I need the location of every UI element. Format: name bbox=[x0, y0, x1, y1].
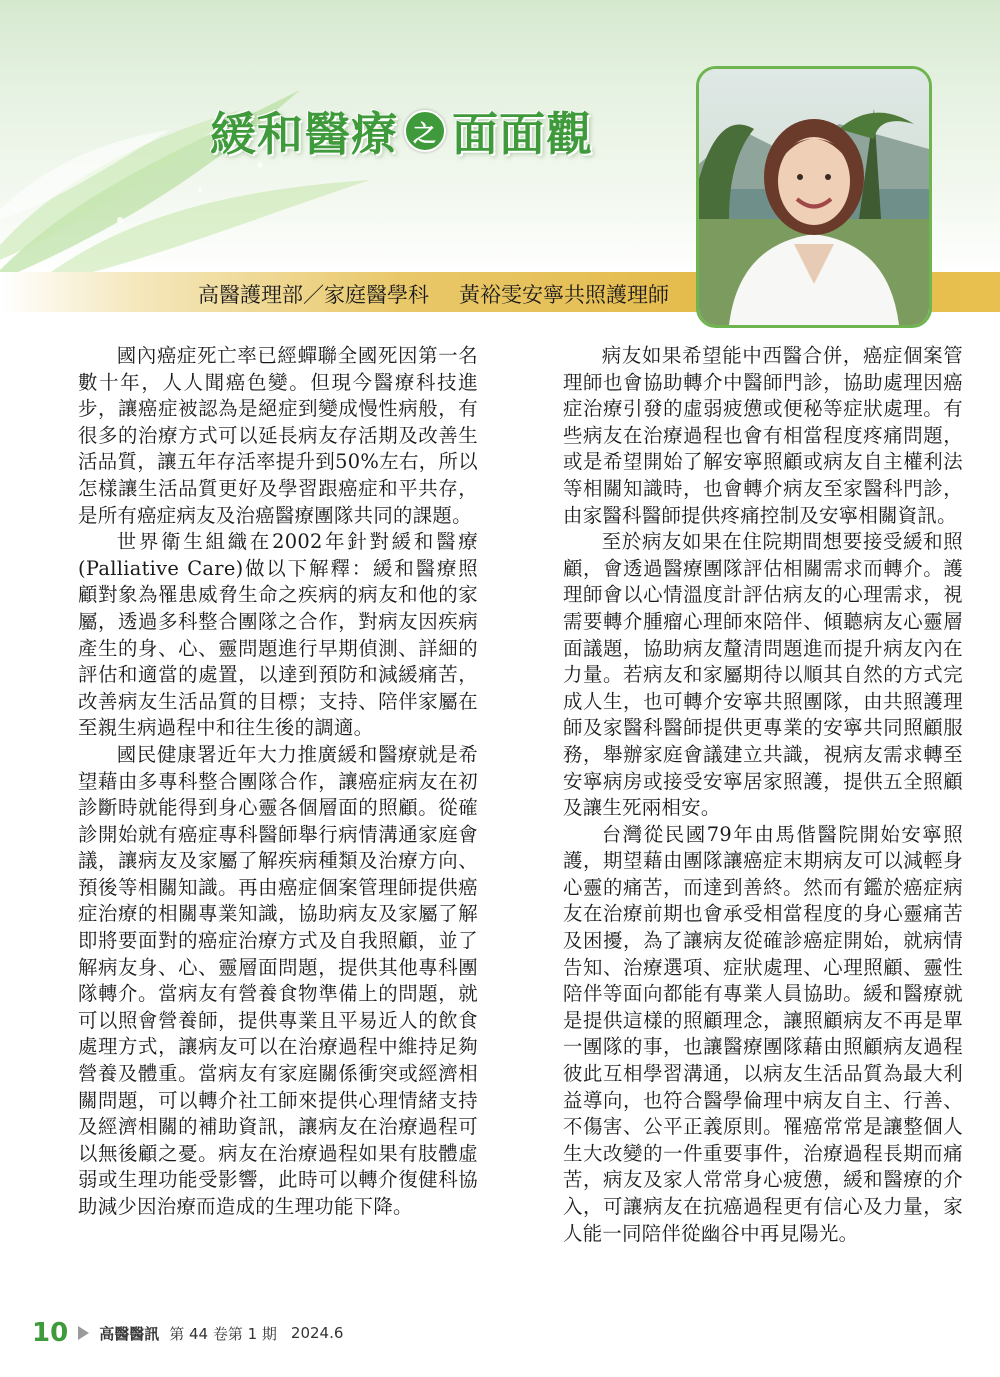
paragraph: 病友如果希望能中西醫合併，癌症個案管理師也會協助轉介中醫師門診，協助處理因癌症治療引發的虛弱疲憊或便秘等症狀處理。有些病友在治療過程也會有相當程度疼痛問題，或是希望開始了解安寧照顧或病友自主權利法等相關知識時，也會轉介病友至家醫科門診，由家醫科醫師提供疼痛控制及安寧相關資訊。 bbox=[563, 344, 963, 527]
page-number: 10 bbox=[32, 1318, 69, 1348]
journal-issue: 第 44 卷第 1 期 bbox=[169, 1324, 277, 1343]
article-title bbox=[210, 98, 593, 164]
byline bbox=[198, 279, 669, 309]
journal-name: 高醫醫訊 bbox=[99, 1324, 160, 1343]
right-column bbox=[563, 343, 963, 1247]
paragraph: 至於病友如果在住院期間想要接受緩和照顧，會透過醫療團隊評估相關需求而轉介。護理師會以心情溫度計評估病友的心理需求，視需要轉介腫瘤心理師來陪伴、傾聽病友心靈層面議題，協助病友釐清問題進而提升病友內在力量。若病友和家屬期待以順其自然的方式完成人生，也可轉介安寧共照團隊，由共照護理師及家醫科醫師提供更專業的安寧共同照顧服務，舉辦家庭會議建立共識，視病友需求轉至安寧病房或接受安寧居家照護，提供五全照顧及讓生死兩相安。 bbox=[563, 530, 963, 820]
title-connector-badge: 之 bbox=[404, 110, 446, 152]
page-footer bbox=[32, 1318, 343, 1348]
paragraph: 國民健康署近年大力推廣緩和醫療就是希望藉由多專科整合團隊合作，讓癌症病友在初診斷時就能得到身心靈各個層面的照顧。從確診開始就有癌症專科醫師舉行病情溝通家庭會議，讓病友及家屬了解疾病種類及治療方向、預後等相關知識。再由癌症個案管理師提供癌症治療的相關專業知識，協助病友及家屬了解即將要面對的癌症治療方式及自我照顧，並了解病友身、心、靈層面問題，提供其他專科團隊轉介。當病友有營養食物準備上的問題，就可以照會營養師，提供專業且平易近人的飲食處理方式，讓病友可以在治療過程中維持足夠營養及體重。當病友有家庭關係衝突或經濟相關問題，可以轉介社工師來提供心理情緒支持及經濟相關的補助資訊，讓病友在治療過程可以無後顧之憂。病友在治療過程如果有肢體虛弱或生理功能受影響，此時可以轉介復健科協助減少因治療而造成的生理功能下降。 bbox=[78, 742, 478, 1218]
journal-date: 2024.6 bbox=[290, 1324, 344, 1342]
author-department: 高醫護理部／家庭醫學科 bbox=[198, 283, 429, 307]
paragraph: 世界衛生組織在2002年針對緩和醫療(Palliative Care)做以下解釋：緩和醫療照顧對象為罹患威脅生命之疾病的病友和他的家屬，透過多科整合團隊之合作，對病友因疾病產生的身、心、靈問題進行早期偵測、詳細的評估和適當的處置，以達到預防和減緩痛苦，改善病友生活品質的目標；支持、陪伴家屬在至親生病過程中和往生後的調適。 bbox=[78, 530, 478, 740]
author-photo bbox=[696, 66, 932, 328]
title-part2: 面面觀 bbox=[452, 107, 593, 161]
triangle-arrow-icon bbox=[78, 1326, 89, 1340]
paragraph: 台灣從民國79年由馬偕醫院開始安寧照護，期望藉由團隊讓癌症末期病友可以減輕身心靈的痛苦，而達到善終。然而有鑑於癌症病友在治療前期也會承受相當程度的身心靈痛苦及困擾，為了讓病友從確診癌症開始，就病情告知、治療選項、症狀處理、心理照顧、靈性陪伴等面向都能有專業人員協助。緩和醫療就是提供這樣的照顧理念，讓照顧病友不再是單一團隊的事，也讓醫療團隊藉由照顧病友過程彼此互相學習溝通，以病友生活品質為最大利益導向，也符合醫學倫理中病友自主、行善、不傷害、公平正義原則。罹癌常常是讓整個人生大改變的一件重要事件，治療過程長期而痛苦，病友及家人常常身心疲憊，緩和醫療的介入，可讓病友在抗癌過程更有信心及力量，家人能一同陪伴從幽谷中再見陽光。 bbox=[563, 822, 963, 1245]
portrait-illustration bbox=[699, 69, 929, 325]
article-body bbox=[78, 343, 963, 1247]
paragraph: 國內癌症死亡率已經蟬聯全國死因第一名數十年，人人聞癌色變。但現今醫療科技進步，讓癌症被認為是絕症到變成慢性病般，有很多的治療方式可以延長病友存活期及改善生活品質，讓五年存活率提升到50%左右，所以怎樣讓生活品質更好及學習跟癌症和平共存，是所有癌症病友及治癌醫療團隊共同的課題。 bbox=[78, 344, 478, 527]
author-name: 黃裕雯安寧共照護理師 bbox=[459, 283, 669, 307]
left-column bbox=[78, 343, 478, 1247]
title-part1: 緩和醫療 bbox=[210, 107, 398, 161]
